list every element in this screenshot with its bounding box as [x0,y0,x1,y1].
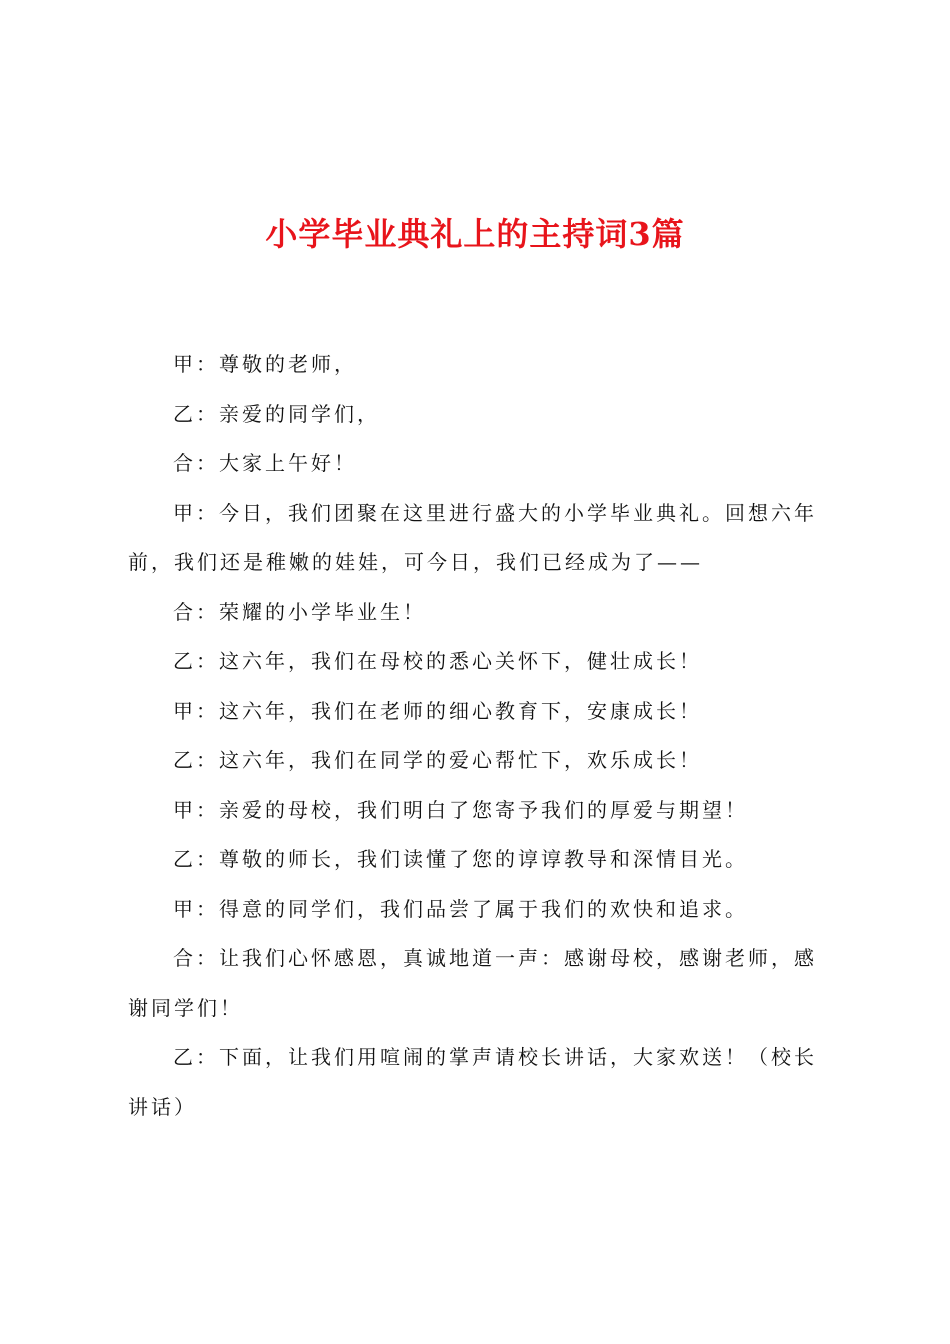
paragraph: 甲：亲爱的母校，我们明白了您寄予我们的厚爱与期望！ [173,797,748,822]
document-title: 小学毕业典礼上的主持词3篇 [265,215,685,253]
paragraph: 乙：亲爱的同学们， [173,401,380,426]
paragraph: 乙：尊敬的师长，我们读懂了您的谆谆教导和深情目光。 [173,847,748,871]
paragraph: 合：让我们心怀感恩，真诚地道一声：感谢母校，感谢老师，感谢同学们！ [128,946,817,1020]
paragraph: 乙：这六年，我们在同学的爱心帮忙下，欢乐成长！ [173,748,702,772]
paragraph: 甲：这六年，我们在老师的细心教育下，安康成长！ [173,698,702,723]
paragraph: 合：大家上午好！ [173,451,357,475]
paragraph: 合：荣耀的小学毕业生！ [173,599,426,624]
paragraph: 乙：这六年，我们在母校的悉心关怀下，健壮成长！ [173,649,702,673]
paragraph: 乙：下面，让我们用喧闹的掌声请校长讲话，大家欢送！（校长讲话） [128,1045,817,1119]
document-body [128,340,832,1132]
paragraph: 甲：得意的同学们，我们品尝了属于我们的欢快和追求。 [173,896,748,921]
paragraph: 甲：尊敬的老师， [173,352,357,376]
paragraph: 甲：今日，我们团聚在这里进行盛大的小学毕业典礼。回想六年前，我们还是稚嫩的娃娃，可今日，我们已经成为了—— [128,500,817,574]
